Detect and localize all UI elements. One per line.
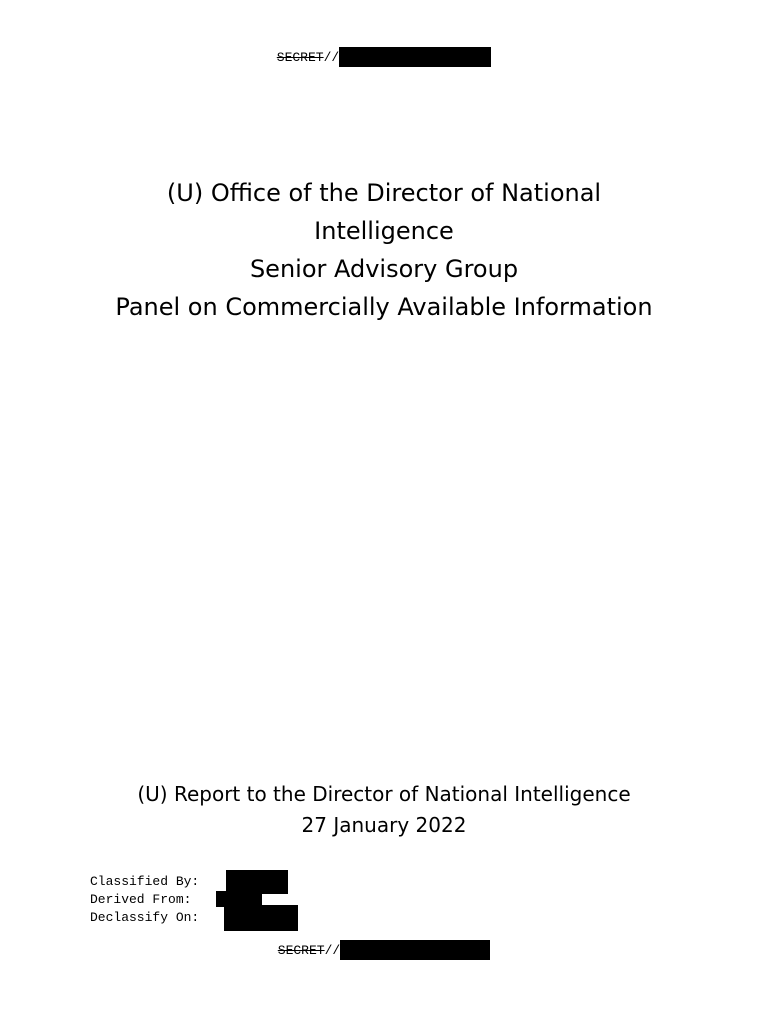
footer-classification-marking — [0, 940, 768, 960]
report-subtitle — [0, 779, 768, 841]
derived-from-row — [90, 891, 199, 909]
declassify-on-redaction — [224, 905, 298, 931]
title-line-3: Senior Advisory Group — [249, 255, 519, 283]
declassify-on-label: Declassify On: — [90, 910, 200, 925]
report-date: 27 January 2022 — [301, 813, 467, 837]
footer-classification-separator: // — [324, 942, 341, 958]
footer-redaction-bar — [340, 940, 490, 960]
title-line-4: Panel on Commercially Available Information — [115, 293, 653, 321]
header-classification-marking — [0, 47, 768, 67]
footer-classification-level: SECRET — [277, 942, 325, 958]
title-line-1: (U) Office of the Director of National — [166, 179, 602, 207]
classified-by-row — [90, 873, 199, 891]
header-redaction-bar — [339, 47, 491, 67]
classified-by-label: Classified By: — [90, 874, 200, 889]
header-classification-level: SECRET — [276, 49, 324, 65]
classification-authority-block — [90, 873, 199, 927]
declassify-on-row — [90, 909, 199, 927]
derived-from-label: Derived From: — [90, 892, 192, 907]
document-title — [0, 174, 768, 326]
report-line: (U) Report to the Director of National Intelligence — [137, 782, 631, 806]
title-line-2: Intelligence — [314, 217, 454, 245]
header-classification-separator: // — [323, 49, 340, 65]
